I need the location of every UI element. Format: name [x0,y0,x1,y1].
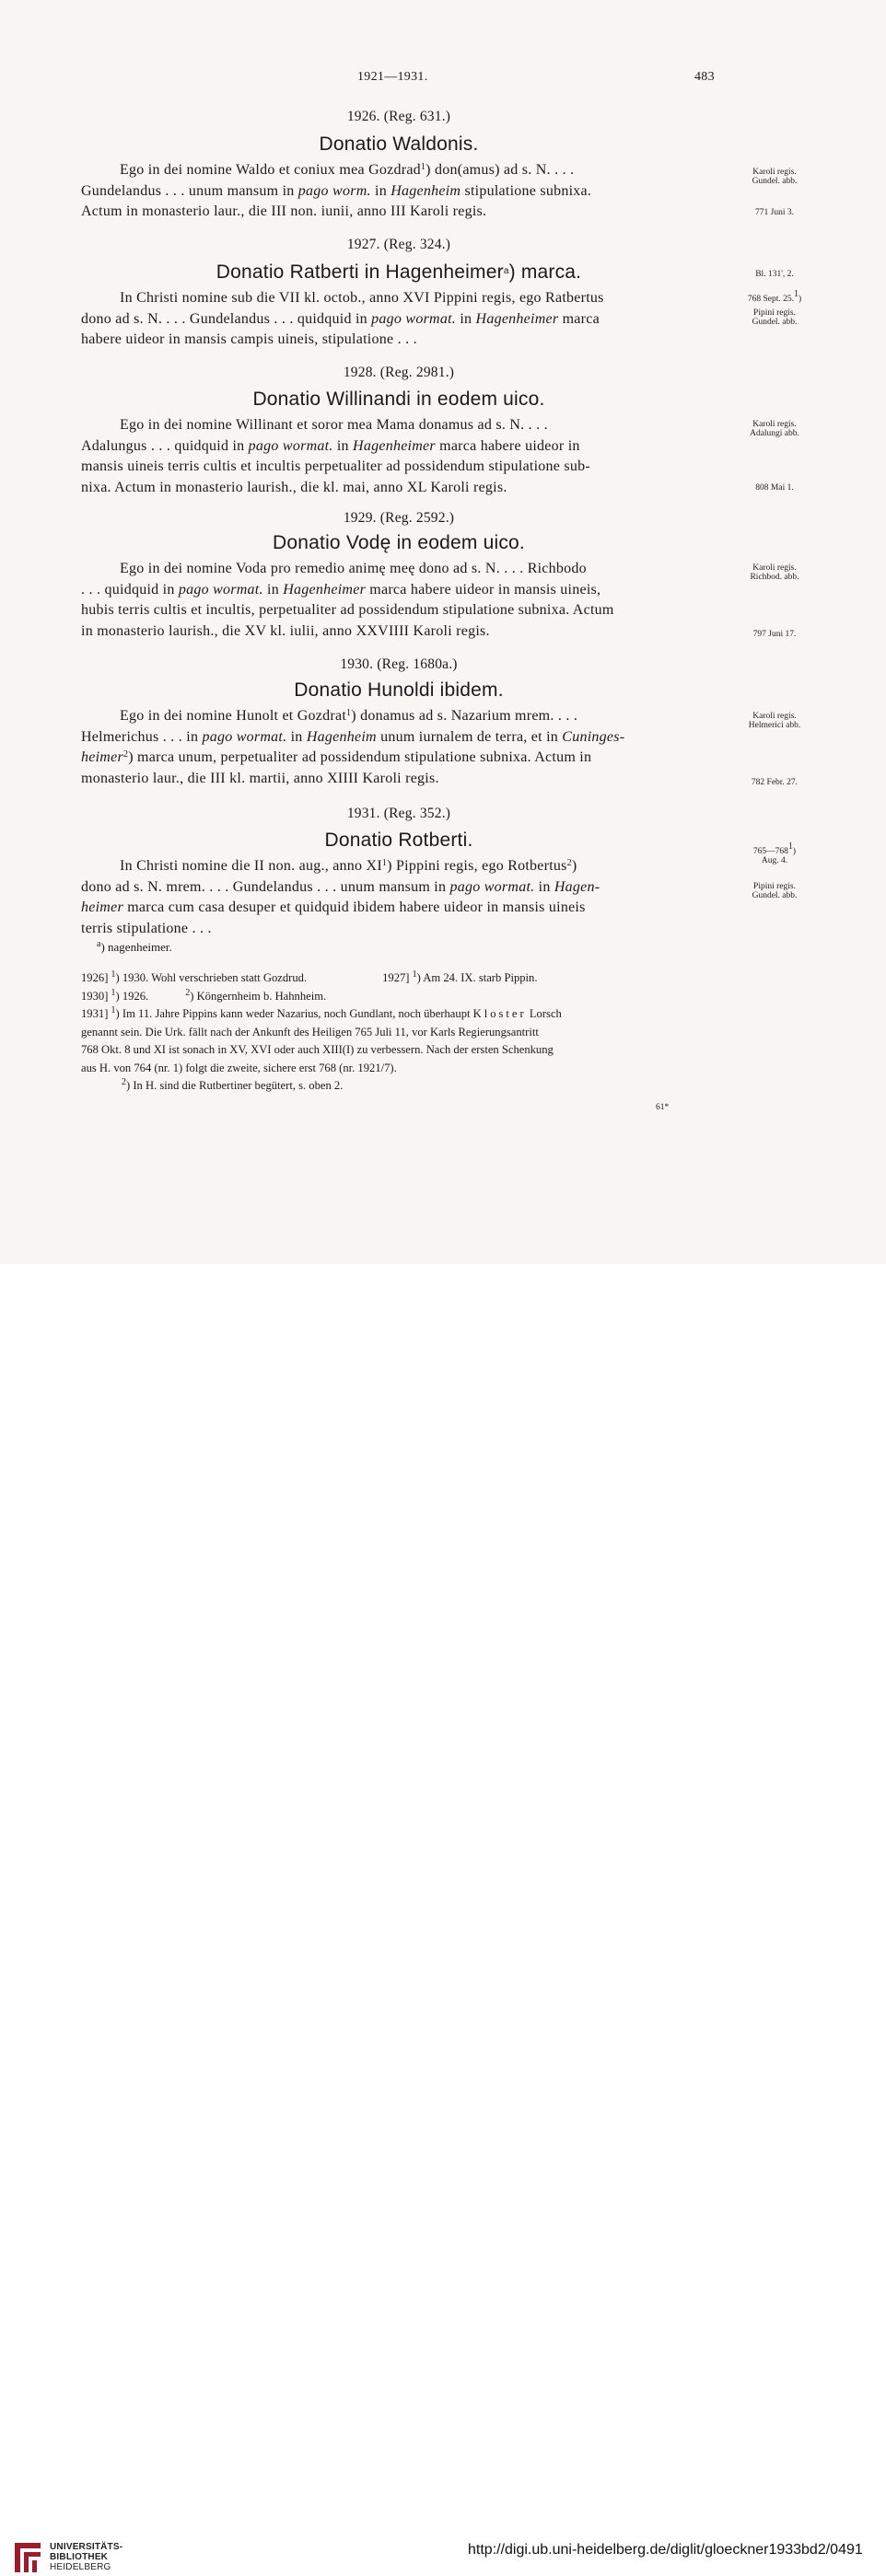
notes-block [81,969,718,1096]
entry-1929-head: 1929. (Reg. 2592.) [343,510,455,526]
entry-1926-head: 1926. (Reg. 631.) [346,109,451,124]
margin-1927-ruler: Pipini regis. Gundel. abb. [752,308,798,327]
margin-1927-date: 768 Sept. 25.$^1$) [747,289,802,304]
entry-1929-body: Ego in dei nomine Voda pro remedio animę meę dono ad s. N. . . . Richbodo . . . quidquid in pago wormat. in Hagenheimer marca habere uideor in mansis uineis, hubis terris cultis et incultis, perpetualiter ad possidendum stipulatione subnixa. Actum in monasterio laurish., die XV kl. iulii, anno XXVIIII Karoli regis. [81,561,614,639]
margin-1927-ref: Bl. 131', 2. [755,270,794,279]
note-1931-2: $^2$) In H. sind die Rutbertiner begütert, s. oben 2. [122,1077,344,1092]
note-1931-line1: 1931] $^1$) Im 11. Jahre Pippins kann weder Nazarius, noch Gundlant, noch überhaupt Kloster Lorsch [81,1005,562,1020]
margin-1929-date: 797 Juni 17. [752,630,797,639]
entry-1928-head: 1928. (Reg. 2981.) [343,365,455,380]
margin-1930-date: 782 Febr. 27. [751,778,799,787]
entry-1930-title: Donatio Hunoldi ibidem. [294,679,504,701]
footnote-a: $^a$) nagenheimer. [97,939,172,954]
margin-1929-ruler: Karoli regis. Richbod. abb. [750,563,799,582]
footer-bar [0,1264,886,2572]
note-1926-1927: 1926] $^1$) 1930. Wohl verschrieben statt Gozdrud. 1927] $^1$) Am 24. IX. starb Pippin. [81,969,538,984]
margin-1928-ruler: Karoli regis. Adalungi abb. [750,420,799,438]
scanned-page [0,0,886,1264]
margin-1926-ruler: Karoli regis. Gundel. abb. [752,168,798,186]
entry-1931-title: Donatio Rotberti. [324,830,473,851]
entry-1929-title: Donatio Vodę in eodem uico. [273,532,525,553]
page-number: 483 [694,70,715,84]
margin-1931-date: $765—768^1$) Aug. 4. [752,841,797,865]
signature-mark: 61* [656,1103,670,1112]
entry-1930-body: Ego in dei nomine Hunolt et Gozdrat$^1$) donamus ad s. Nazarium mrem. . . . Helmerichus . . . in pago wormat. in Hagenheim unum iurnalem de terra, et in Cuninges- heimer$^2$) marca unum, perpetualiter ad possidendum stipulatione subnixa. Actum in monasterio laur., die III kl. martii, anno XIIII Karoli regis. [81,708,625,786]
entry-1927-body: In Christi nomine sub die VII kl. octob., anno XVI Pippini regis, ego Ratbertus dono ad s. N. . . . Gundelandus . . . quidquid in pago wormat. in Hagenheimer marca habere uideor in mansis campis uineis, stipulatione . . . [81,290,604,347]
margin-1931-ruler: Pipini regis. Gundel. abb. [752,882,798,900]
margin-1926-date: 771 Juni 3. [755,208,794,217]
library-name: UNIVERSITÄTS- BIBLIOTHEK HEIDELBERG [50,2542,123,2572]
university-library-logo-icon [13,2539,44,2576]
entry-1927-head: 1927. (Reg. 324.) [346,237,451,252]
note-1931-line4: aus H. von 764 (nr. 1) folgt die zweite, sichere erst 768 (nr. 1921/7). [81,1061,397,1074]
source-url-link[interactable]: http://digi.ub.uni-heidelberg.de/diglit/gloeckner1933bd2/0491 [468,2542,863,2558]
entry-1928-title: Donatio Willinandi in eodem uico. [252,389,545,410]
entry-1930-head: 1930. (Reg. 1680a.) [340,656,458,672]
entry-1926-title: Donatio Waldonis. [319,133,479,155]
entry-1931-body: In Christi nomine die II non. aug., anno $XI^1$) Pippini regis, ego Rotbertus$^2$) dono ad s. N. mrem. . . . Gundelandus . . . unum mansum in pago wormat. in Hagen- heimer marca cum casa desuper et quidquid ibidem habere uideor in mansis uineis terris stipulatione . . . [81,858,600,936]
entry-1927-title: Donatio Ratberti in Hagenheimer$^a$) marca. [216,261,582,283]
entry-1926-body: Ego in dei nomine Waldo et coniux mea Gozdrad$^1$) don(amus) ad s. N. . . . Gundelandus . . . unum mansum in pago worm. in Hagenheim stipulatione subnixa. Actum in monasterio laur., die III non. iunii, anno III Karoli regis. [81,162,592,219]
note-1931-line2: genannt sein. Die Urk. fällt nach der Ankunft des Heiligen 765 Juli 11, vor Karls Regierungsantritt [81,1025,539,1039]
entry-1928-body: Ego in dei nomine Willinant et soror mea Mama donamus ad s. N. . . . Adalungus . . . quidquid in pago wormat. in Hagenheimer marca habere uideor in mansis uineis terris cultis et incultis perpetualiter ad possidendum stipulatione sub- nixa. Actum in monasterio laurish., die kl. mai, anno XL Karoli regis. [81,417,590,495]
note-1931-line3: 768 Okt. 8 und XI ist sonach in XV, XVI oder auch XIII(I) zu verbessern. Nach der ersten Schenkung [81,1043,554,1056]
note-1930: 1930] $^1$) 1926. $^2$) Köngernheim b. Hahnheim. [81,987,327,1003]
running-head-range: 1921—1931. [357,70,428,84]
margin-1930-ruler: Karoli regis. Helmerici abb. [748,712,801,730]
entry-1931-head: 1931. (Reg. 352.) [346,806,451,821]
margin-1928-date: 808 Mai 1. [755,483,794,493]
